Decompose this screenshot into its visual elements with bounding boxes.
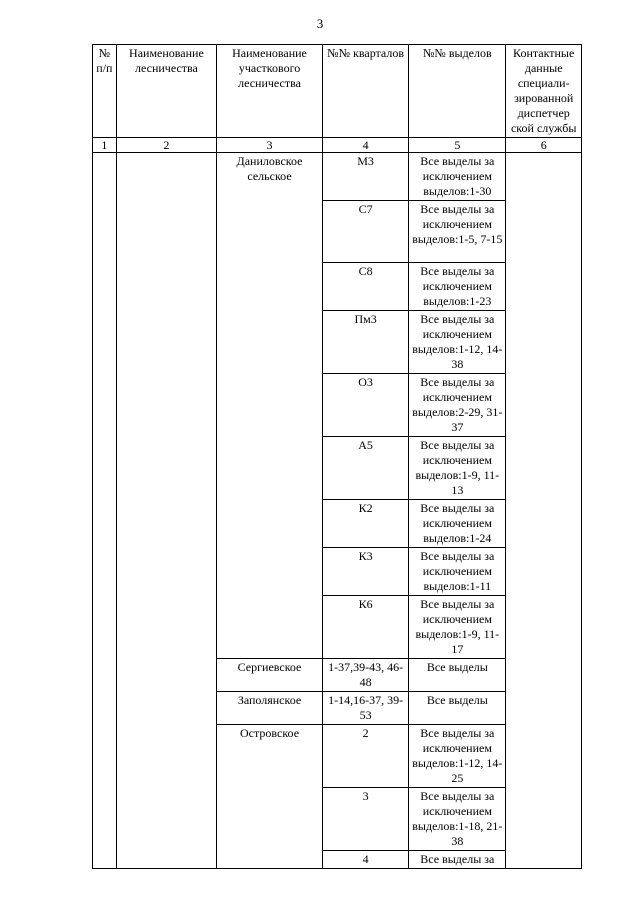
- plots-cell: Все выделы за исключением выделов:1-12, 14-25: [409, 725, 506, 788]
- plots-cell: Все выделы за исключением выделов:1-23: [409, 263, 506, 311]
- quarter-cell: 3: [322, 788, 408, 851]
- column-number: 2: [116, 138, 216, 153]
- district-cell: Даниловское сельское: [217, 153, 323, 659]
- district-cell: Островское: [217, 725, 323, 869]
- quarter-cell: М3: [322, 153, 408, 201]
- plots-cell: Все выделы: [409, 692, 506, 725]
- plots-cell: Все выделы за исключением выделов:1-11: [409, 548, 506, 596]
- plots-cell: Все выделы: [409, 659, 506, 692]
- column-number: 3: [217, 138, 323, 153]
- table-row: [93, 153, 582, 201]
- quarter-cell: К3: [322, 548, 408, 596]
- contacts-cell: [506, 153, 582, 869]
- header-row: [93, 45, 582, 138]
- header-contacts: Контактные данные специали-зированной диспетчер ской службы: [506, 45, 582, 138]
- plots-cell: Все выделы за исключением выделов:1-12, 14-38: [409, 311, 506, 374]
- plots-cell: Все выделы за: [409, 851, 506, 869]
- index-cell: [93, 153, 117, 869]
- header-quarters: №№ кварталов: [322, 45, 408, 138]
- column-number: 6: [506, 138, 582, 153]
- quarter-cell: К2: [322, 500, 408, 548]
- header-plots: №№ выделов: [409, 45, 506, 138]
- forestry-table: [92, 44, 582, 869]
- column-number-row: [93, 138, 582, 153]
- quarter-cell: А5: [322, 437, 408, 500]
- plots-cell: Все выделы за исключением выделов:1-9, 11-17: [409, 596, 506, 659]
- district-cell: Заполянское: [217, 692, 323, 725]
- plots-cell: Все выделы за исключением выделов:1-5, 7-15: [409, 201, 506, 263]
- quarter-cell: К6: [322, 596, 408, 659]
- quarter-cell: С7: [322, 201, 408, 263]
- plots-cell: Все выделы за исключением выделов:1-30: [409, 153, 506, 201]
- table-body: [93, 153, 582, 869]
- forestry-cell: [116, 153, 216, 869]
- plots-cell: Все выделы за исключением выделов:1-18, 21-38: [409, 788, 506, 851]
- plots-cell: Все выделы за исключением выделов:1-9, 11-13: [409, 437, 506, 500]
- plots-cell: Все выделы за исключением выделов:2-29, 31-37: [409, 374, 506, 437]
- quarter-cell: Пм3: [322, 311, 408, 374]
- header-index: № п/п: [93, 45, 117, 138]
- header-forestry: Наименование лесничества: [116, 45, 216, 138]
- quarter-cell: О3: [322, 374, 408, 437]
- header-district: Наименование участкового лесничества: [217, 45, 323, 138]
- column-number: 5: [409, 138, 506, 153]
- column-number: 4: [322, 138, 408, 153]
- quarter-cell: 4: [322, 851, 408, 869]
- quarter-cell: С8: [322, 263, 408, 311]
- column-number: 1: [93, 138, 117, 153]
- quarter-cell: 2: [322, 725, 408, 788]
- district-cell: Сергиевское: [217, 659, 323, 692]
- page-number: 3: [316, 16, 324, 31]
- plots-cell: Все выделы за исключением выделов:1-24: [409, 500, 506, 548]
- quarter-cell: 1-37,39-43, 46-48: [322, 659, 408, 692]
- quarter-cell: 1-14,16-37, 39-53: [322, 692, 408, 725]
